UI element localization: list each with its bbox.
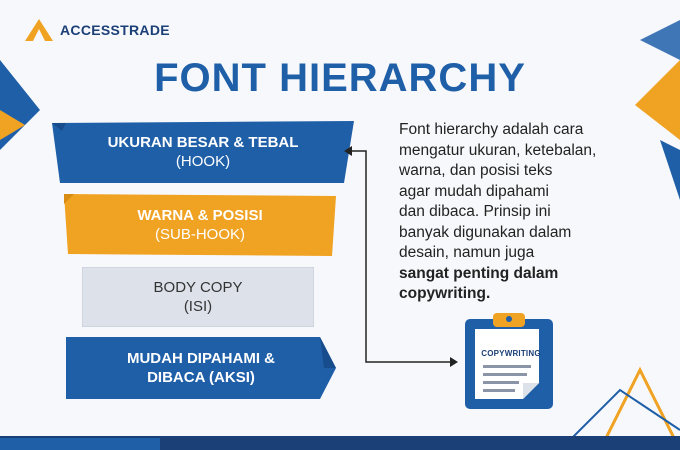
description-line: Font hierarchy adalah cara xyxy=(399,121,584,138)
tier-sub-hook-title: WARNA & POSISI xyxy=(137,207,263,224)
clipboard-icon xyxy=(461,311,559,411)
tier-hook-subtitle: (HOOK) xyxy=(175,153,231,170)
tier-body-copy xyxy=(82,267,314,327)
description xyxy=(399,120,661,305)
description-line: dan dibaca. Prinsip ini xyxy=(399,203,551,220)
tier-sub-hook xyxy=(64,194,336,256)
tier-body-copy-subtitle: (ISI) xyxy=(183,298,213,315)
accesstrade-logo-icon xyxy=(24,17,54,43)
tier-action xyxy=(66,337,336,399)
tier-action-title: MUDAH DIPAHAMI & xyxy=(126,350,276,367)
description-line: banyak digunakan dalam xyxy=(399,223,572,241)
brand-logo xyxy=(24,17,170,43)
tier-body-copy-title: BODY COPY xyxy=(153,279,243,296)
clipboard-label: COPYWRITING xyxy=(481,349,541,358)
brand-name: ACCESSTRADE xyxy=(60,22,170,38)
page-title: FONT HIERARCHY xyxy=(154,56,526,100)
tier-hook-title: UKURAN BESAR & TEBAL xyxy=(107,134,299,151)
description-line: desain, namun juga xyxy=(399,244,535,261)
description-line: warna, dan posisi teks xyxy=(399,162,553,179)
tier-sub-hook-subtitle: (SUB-HOOK) xyxy=(154,226,245,243)
description-bold-line: copywriting. xyxy=(399,285,491,302)
description-bold-line: sangat penting dalam xyxy=(399,264,559,282)
description-line: mengatur ukuran, ketebalan, xyxy=(399,141,597,159)
tier-hook xyxy=(52,121,354,183)
tier-action-subtitle: DIBACA (AKSI) xyxy=(147,369,255,386)
description-line: agar mudah dipahami xyxy=(399,182,549,200)
